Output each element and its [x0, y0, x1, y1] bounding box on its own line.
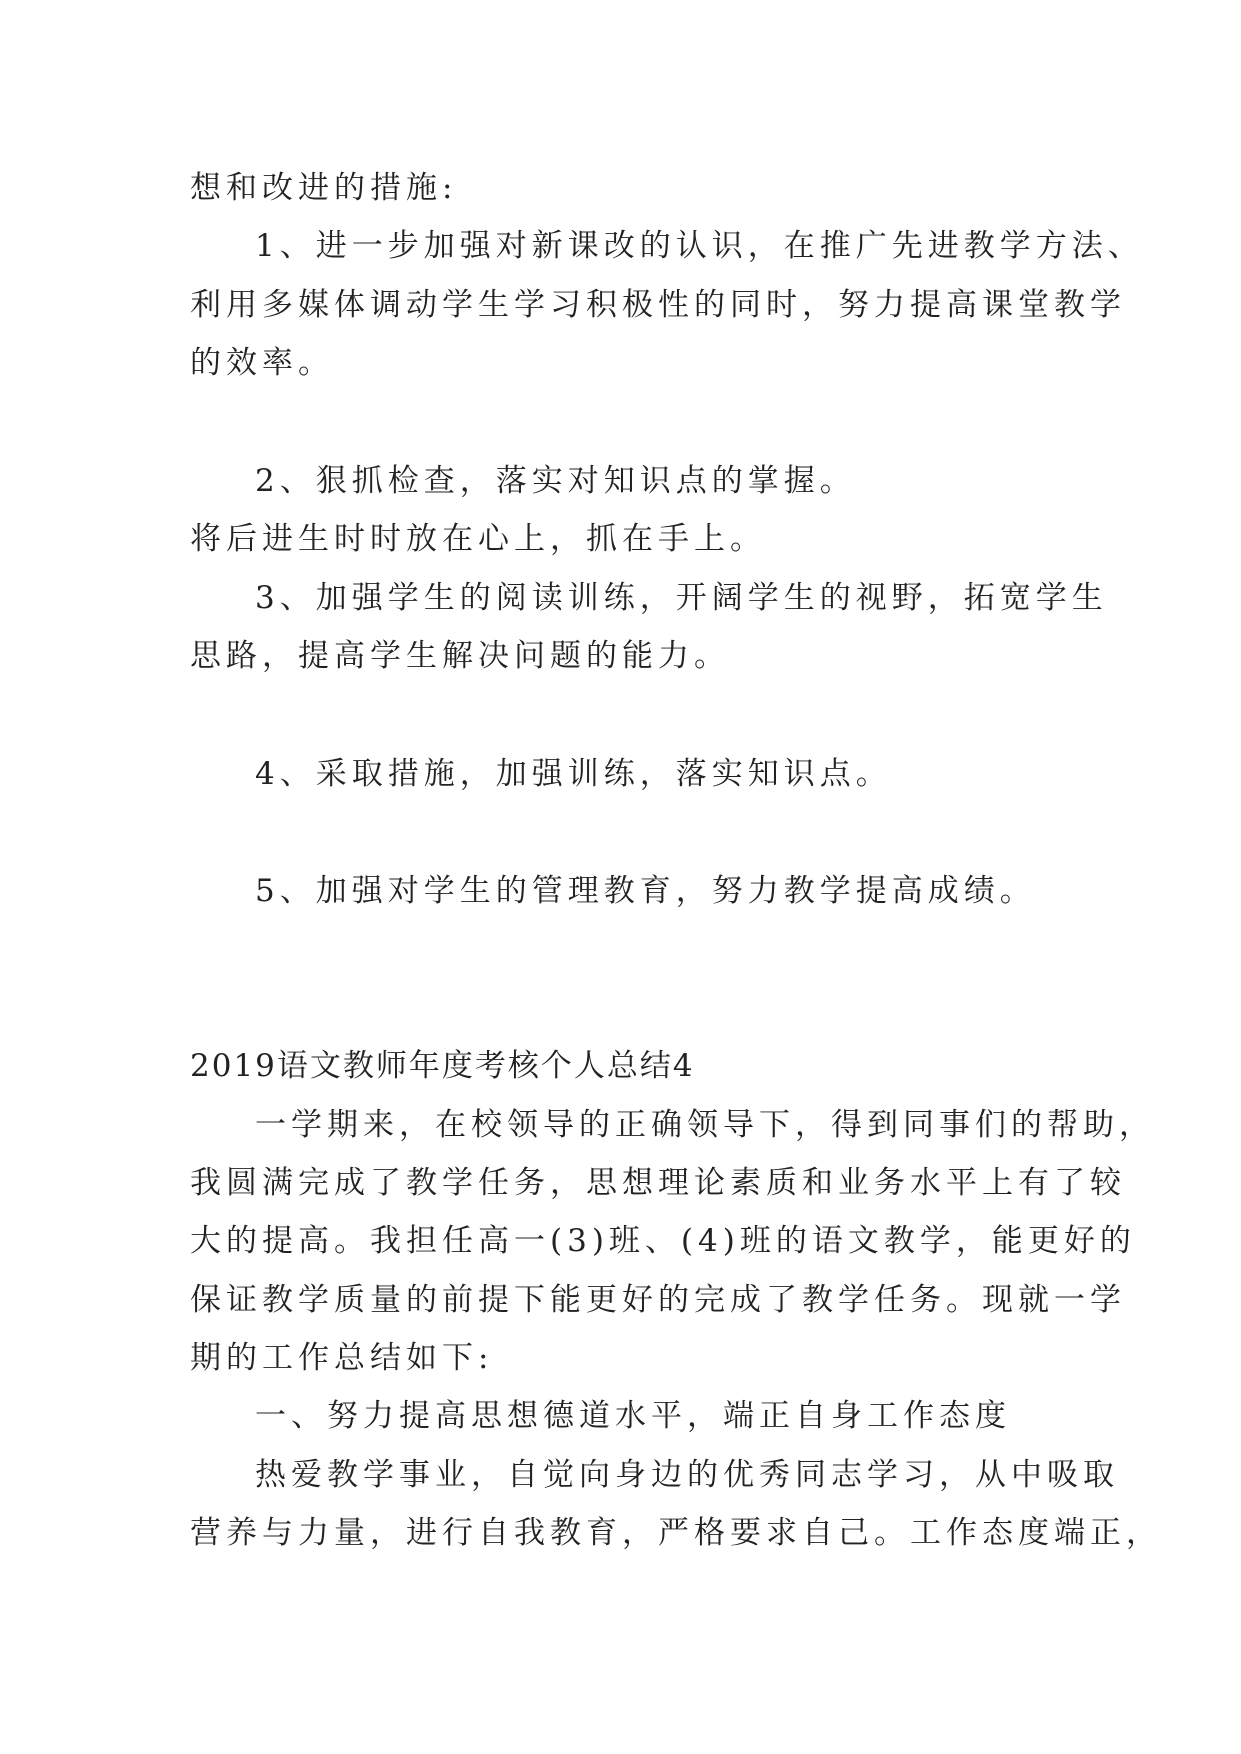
- list-item-5: 5、加强对学生的管理教育，努力教学提高成绩。: [255, 873, 1036, 909]
- section-title: 2019语文教师年度考核个人总结4: [190, 1048, 695, 1084]
- list-item-2: 2、狠抓检查，落实对知识点的掌握。: [255, 463, 856, 499]
- paragraph-line: 营养与力量，进行自我教育，严格要求自己。工作态度端正，: [190, 1515, 1162, 1551]
- paragraph-line: 大的提高。我担任高一(3)班、(4)班的语文教学，能更好的: [190, 1223, 1136, 1259]
- paragraph-line: 我圆满完成了教学任务，思想理论素质和业务水平上有了较: [190, 1165, 1126, 1201]
- list-item-3: 3、加强学生的阅读训练，开阔学生的视野，拓宽学生: [255, 580, 1108, 616]
- paragraph-line: 的效率。: [190, 345, 334, 381]
- list-item-4: 4、采取措施，加强训练，落实知识点。: [255, 756, 892, 792]
- paragraph-line: 将后进生时时放在心上，抓在手上。: [190, 521, 766, 557]
- paragraph-line: 思路，提高学生解决问题的能力。: [190, 638, 730, 674]
- paragraph-line: 利用多媒体调动学生学习积极性的同时，努力提高课堂教学: [190, 287, 1126, 323]
- paragraph-line: 期的工作总结如下:: [190, 1340, 494, 1376]
- paragraph-line: 想和改进的措施:: [190, 170, 458, 206]
- paragraph-line: 一学期来，在校领导的正确领导下，得到同事们的帮助，: [255, 1107, 1155, 1143]
- list-item-1: 1、进一步加强对新课改的认识，在推广先进教学方法、: [255, 228, 1144, 264]
- paragraph-line: 热爱教学事业，自觉向身边的优秀同志学习，从中吸取: [255, 1457, 1119, 1493]
- section-heading: 一、努力提高思想德道水平，端正自身工作态度: [255, 1398, 1011, 1434]
- paragraph-line: 保证教学质量的前提下能更好的完成了教学任务。现就一学: [190, 1282, 1126, 1318]
